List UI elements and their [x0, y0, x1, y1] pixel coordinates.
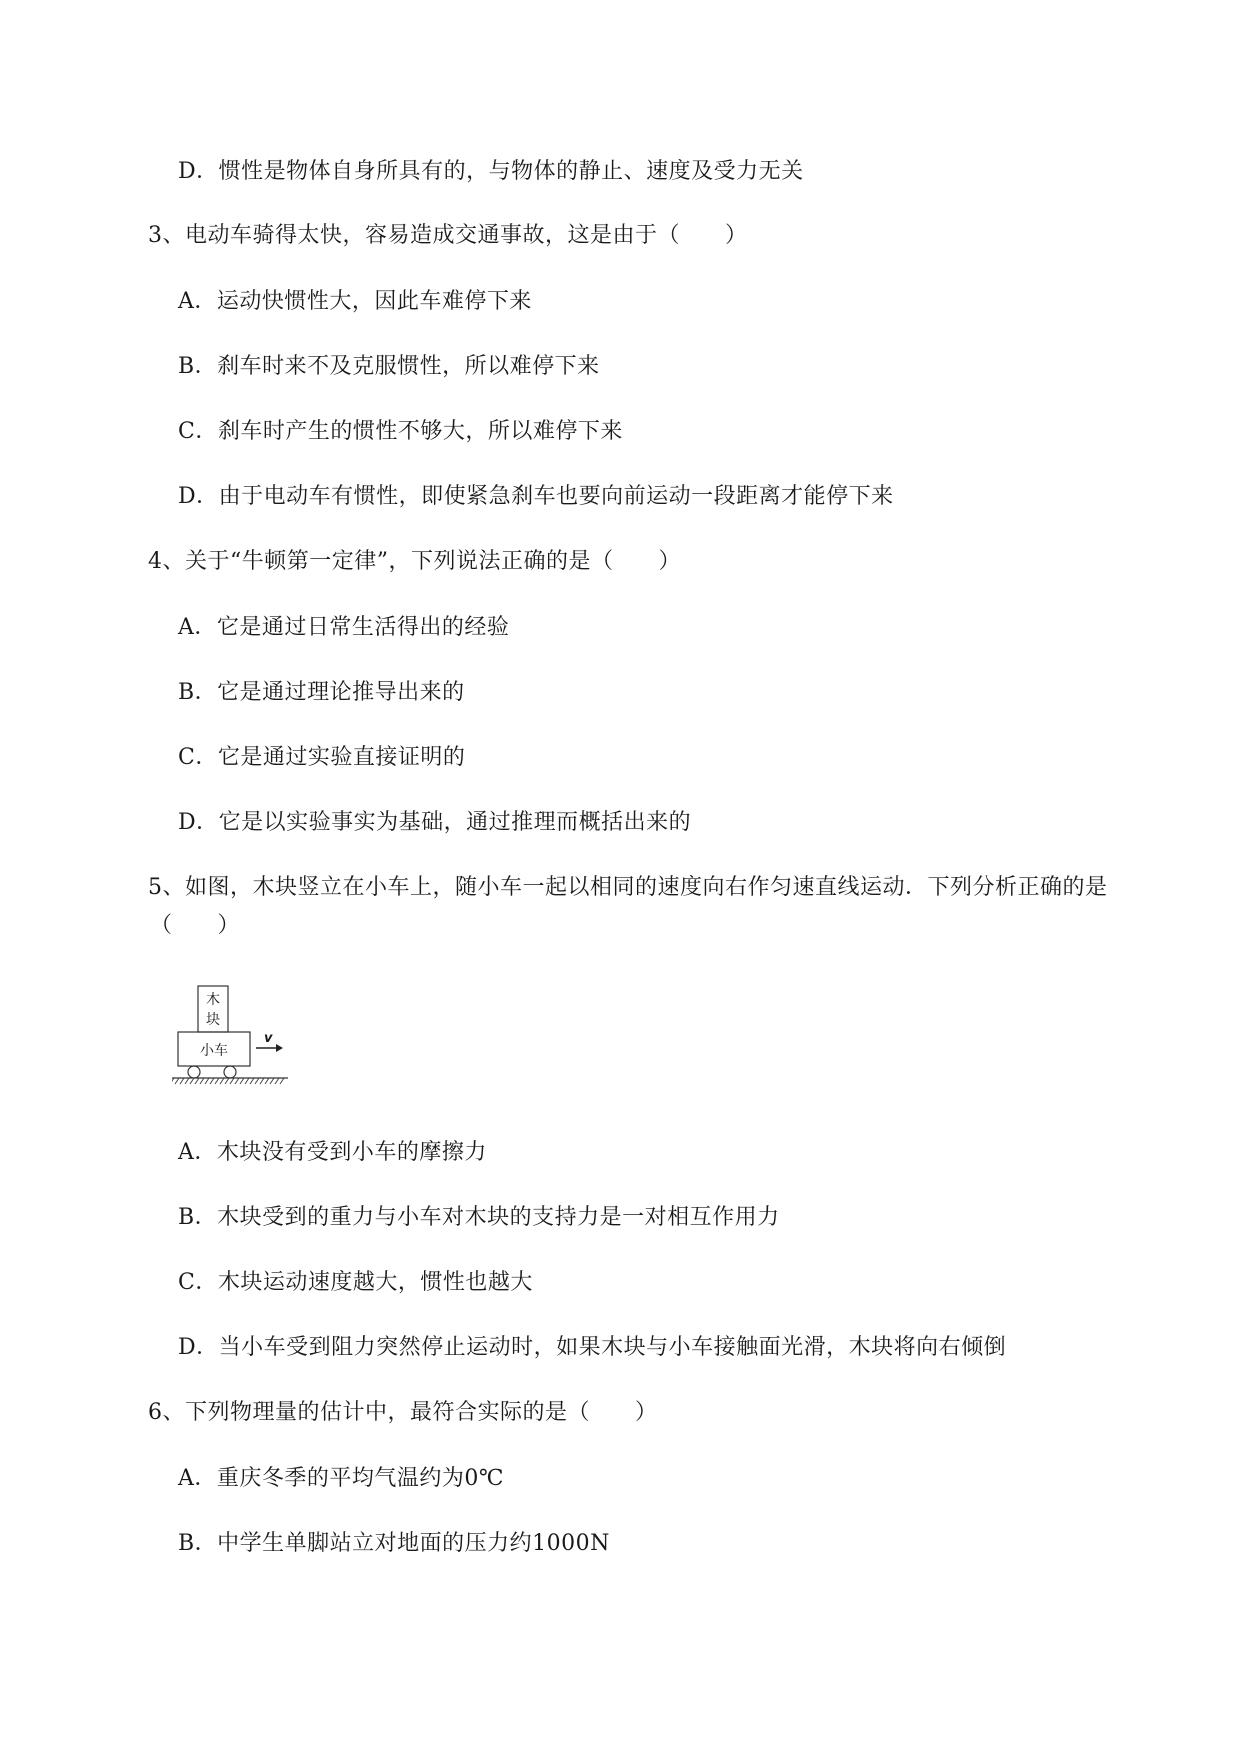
- option-d: D．它是以实验事实为基础，通过推理而概括出来的: [178, 810, 692, 835]
- option-d: D．惯性是物体自身所具有的，与物体的静止、速度及受力无关: [178, 159, 804, 184]
- ground-hatch: [230, 1078, 234, 1084]
- ground-hatch: [225, 1078, 229, 1084]
- wheel: [188, 1066, 200, 1078]
- question-stem: 4、关于“牛顿第一定律”，下列说法正确的是（ ）: [148, 549, 681, 574]
- question-stem: 3、电动车骑得太快，容易造成交通事故，这是由于（ ）: [148, 223, 748, 248]
- ground-hatch: [255, 1078, 259, 1084]
- ground-hatch: [275, 1078, 279, 1084]
- ground-hatch: [280, 1078, 284, 1084]
- cart-block-figure: [172, 982, 312, 1092]
- option-c: C．它是通过实验直接证明的: [178, 745, 466, 770]
- question-stem: 5、如图，木块竖立在小车上，随小车一起以相同的速度向右作匀速直线运动．下列分析正确的是: [148, 875, 1108, 900]
- velocity-arrow-head: [276, 1044, 283, 1052]
- block-label-top: 木: [206, 992, 220, 1008]
- ground-hatch: [190, 1078, 194, 1084]
- option-a: A．重庆冬季的平均气温约为0℃: [178, 1466, 504, 1491]
- ground-hatch: [245, 1078, 249, 1084]
- ground-hatch: [185, 1078, 189, 1084]
- ground-hatching: [172, 1078, 284, 1084]
- question-stem-continuation: （ ）: [150, 913, 241, 938]
- option-c: C．刹车时产生的惯性不够大，所以难停下来: [178, 419, 623, 444]
- ground-hatch: [180, 1078, 184, 1084]
- ground-hatch: [265, 1078, 269, 1084]
- cart-label: 小车: [200, 1043, 228, 1059]
- ground-hatch: [250, 1078, 254, 1084]
- option-c: C．木块运动速度越大，惯性也越大: [178, 1270, 533, 1295]
- ground-hatch: [220, 1078, 224, 1084]
- ground-hatch: [200, 1078, 204, 1084]
- ground-hatch: [195, 1078, 199, 1084]
- option-a: A．它是通过日常生活得出的经验: [178, 615, 510, 640]
- ground-hatch: [205, 1078, 209, 1084]
- option-b: B．它是通过理论推导出来的: [178, 680, 465, 705]
- option-a: A．运动快惯性大，因此车难停下来: [178, 289, 532, 314]
- block-label-bottom: 块: [206, 1012, 220, 1028]
- option-d: D．当小车受到阻力突然停止运动时，如果木块与小车接触面光滑，木块将向右倾倒: [178, 1335, 1007, 1360]
- ground-hatch: [260, 1078, 264, 1084]
- ground-hatch: [175, 1078, 179, 1084]
- option-b: B．中学生单脚站立对地面的压力约1000N: [178, 1531, 610, 1556]
- option-b: B．刹车时来不及克服惯性，所以难停下来: [178, 354, 600, 379]
- wheel: [224, 1066, 236, 1078]
- ground-hatch: [235, 1078, 239, 1084]
- option-d: D．由于电动车有惯性，即使紧急刹车也要向前运动一段距离才能停下来: [178, 484, 894, 509]
- question-stem: 6、下列物理量的估计中，最符合实际的是（ ）: [148, 1400, 658, 1425]
- ground-hatch: [210, 1078, 214, 1084]
- option-b: B．木块受到的重力与小车对木块的支持力是一对相互作用力: [178, 1205, 780, 1230]
- ground-hatch: [270, 1078, 274, 1084]
- ground-hatch: [215, 1078, 219, 1084]
- ground-hatch: [172, 1078, 174, 1084]
- option-a: A．木块没有受到小车的摩擦力: [178, 1140, 487, 1165]
- ground-hatch: [240, 1078, 244, 1084]
- velocity-label: v: [264, 1031, 273, 1046]
